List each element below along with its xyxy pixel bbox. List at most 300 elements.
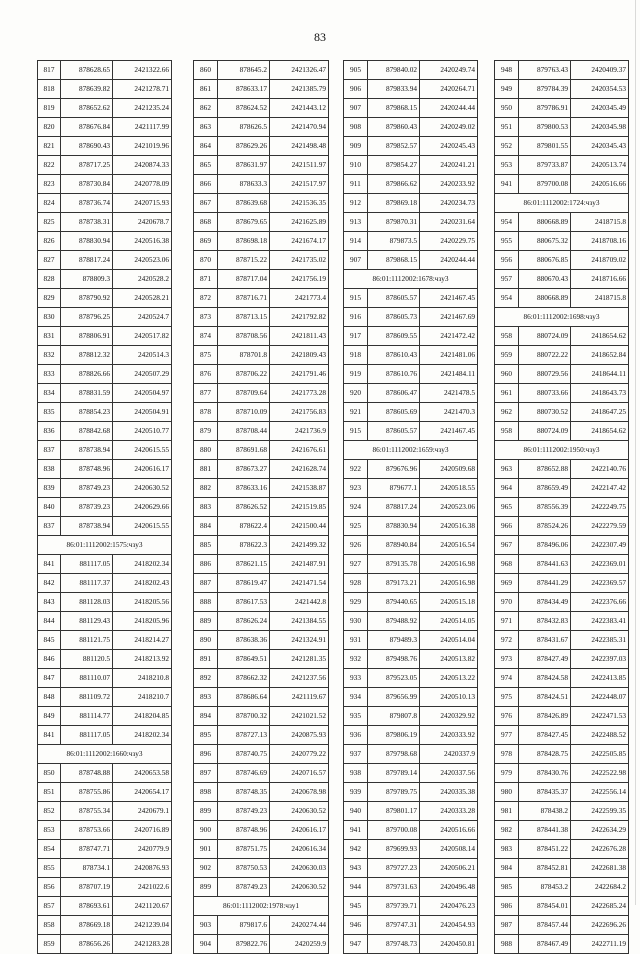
point-number: 907	[344, 99, 368, 118]
x-coordinate: 879727.23	[368, 859, 420, 878]
point-number: 966	[495, 517, 519, 536]
point-number: 952	[495, 137, 519, 156]
point-number: 832	[38, 346, 61, 365]
point-number: 878	[194, 403, 218, 422]
x-coordinate: 879870.31	[368, 213, 420, 232]
y-coordinate: 2421443.12	[270, 99, 329, 118]
point-number: 924	[344, 498, 368, 517]
table-row	[194, 441, 329, 460]
point-number: 874	[194, 327, 218, 346]
table-row	[194, 517, 329, 536]
point-number: 818	[38, 80, 61, 99]
table-row	[38, 479, 172, 498]
table-row	[194, 61, 329, 80]
table-row	[344, 308, 478, 327]
table-row	[194, 460, 329, 479]
table-row	[194, 783, 329, 802]
point-number: 822	[38, 156, 61, 175]
y-coordinate: 2422684.2	[571, 878, 629, 897]
point-number: 848	[38, 688, 61, 707]
table-row	[495, 593, 629, 612]
y-coordinate: 2421735.02	[270, 251, 329, 270]
point-number: 860	[194, 61, 218, 80]
y-coordinate: 2421384.55	[270, 612, 329, 631]
point-number: 819	[38, 99, 61, 118]
x-coordinate: 878638.36	[218, 631, 270, 650]
point-number: 866	[194, 175, 218, 194]
y-coordinate: 2421538.87	[270, 479, 329, 498]
point-number: 980	[495, 783, 519, 802]
table-row	[38, 878, 172, 897]
y-coordinate: 2418715.8	[571, 213, 629, 232]
table-row	[38, 669, 172, 688]
y-coordinate: 2420615.55	[113, 517, 172, 536]
point-number: 830	[38, 308, 61, 327]
point-number: 987	[495, 916, 519, 935]
point-number: 841	[38, 726, 61, 745]
y-coordinate: 2422634.29	[571, 821, 629, 840]
table-row	[194, 745, 329, 764]
x-coordinate: 878809.3	[61, 270, 113, 289]
table-row	[495, 802, 629, 821]
table-row	[344, 612, 478, 631]
x-coordinate: 878673.27	[218, 460, 270, 479]
x-coordinate: 878624.52	[218, 99, 270, 118]
section-heading-row	[495, 441, 629, 460]
point-number: 941	[344, 821, 368, 840]
x-coordinate: 878727.13	[218, 726, 270, 745]
table-row	[194, 821, 329, 840]
point-number: 985	[495, 878, 519, 897]
table-row	[495, 935, 629, 954]
table-row	[344, 593, 478, 612]
x-coordinate: 878746.69	[218, 764, 270, 783]
x-coordinate: 878441.38	[519, 821, 571, 840]
point-number: 935	[344, 707, 368, 726]
table-row	[38, 802, 172, 821]
x-coordinate: 879440.65	[368, 593, 420, 612]
table-row	[344, 555, 478, 574]
x-coordinate: 878431.67	[519, 631, 571, 650]
table-row	[344, 802, 478, 821]
y-coordinate: 2420264.71	[420, 80, 478, 99]
x-coordinate: 879833.94	[368, 80, 420, 99]
point-number: 825	[38, 213, 61, 232]
table-row	[344, 175, 478, 194]
y-coordinate: 2420510.13	[420, 688, 478, 707]
y-coordinate: 2420616.17	[113, 460, 172, 479]
point-number: 855	[38, 859, 61, 878]
y-coordinate: 2422376.66	[571, 593, 629, 612]
point-number: 826	[38, 232, 61, 251]
y-coordinate: 2421470.94	[270, 118, 329, 137]
x-coordinate: 878842.68	[61, 422, 113, 441]
table-row	[344, 726, 478, 745]
point-number: 861	[194, 80, 218, 99]
table-row	[38, 137, 172, 156]
table-row	[344, 99, 478, 118]
table-row	[194, 726, 329, 745]
x-coordinate: 878424.51	[519, 688, 571, 707]
y-coordinate: 2421756.19	[270, 270, 329, 289]
x-coordinate: 878730.84	[61, 175, 113, 194]
point-number: 940	[344, 802, 368, 821]
x-coordinate: 880733.66	[519, 384, 571, 403]
y-coordinate: 2420513.74	[571, 156, 629, 175]
point-number: 869	[194, 232, 218, 251]
cadastral-number: 86:01:1112002:1659:чзу3	[344, 441, 478, 460]
table-row	[495, 118, 629, 137]
y-coordinate: 2421756.83	[270, 403, 329, 422]
point-number: 970	[495, 593, 519, 612]
table-row	[194, 137, 329, 156]
table-row	[194, 840, 329, 859]
y-coordinate: 2420778.09	[113, 175, 172, 194]
x-coordinate: 879733.87	[519, 156, 571, 175]
y-coordinate: 2421326.47	[270, 61, 329, 80]
y-coordinate: 2420874.33	[113, 156, 172, 175]
table-row	[194, 194, 329, 213]
table-row	[194, 631, 329, 650]
x-coordinate: 879135.78	[368, 555, 420, 574]
table-row	[38, 688, 172, 707]
table-row	[495, 859, 629, 878]
y-coordinate: 2420615.55	[113, 441, 172, 460]
x-coordinate: 878736.74	[61, 194, 113, 213]
x-coordinate: 878739.23	[61, 498, 113, 517]
x-coordinate: 879817.6	[218, 916, 270, 935]
x-coordinate: 878626.24	[218, 612, 270, 631]
point-number: 908	[344, 118, 368, 137]
point-number: 904	[194, 935, 218, 954]
x-coordinate: 881117.05	[61, 726, 113, 745]
point-number: 834	[38, 384, 61, 403]
y-coordinate: 2422369.01	[571, 555, 629, 574]
y-coordinate: 2420779.9	[113, 840, 172, 859]
point-number: 917	[344, 327, 368, 346]
table-row	[495, 536, 629, 555]
y-coordinate: 2421481.06	[420, 346, 478, 365]
y-coordinate: 2422385.31	[571, 631, 629, 650]
x-coordinate: 878812.32	[61, 346, 113, 365]
point-number: 915	[344, 289, 368, 308]
x-coordinate: 879747.31	[368, 916, 420, 935]
y-coordinate: 2422522.98	[571, 764, 629, 783]
y-coordinate: 2420616.17	[270, 821, 329, 840]
x-coordinate: 878652.62	[61, 99, 113, 118]
table-row	[38, 80, 172, 99]
point-number: 873	[194, 308, 218, 327]
table-row	[194, 764, 329, 783]
y-coordinate: 2422696.26	[571, 916, 629, 935]
coordinate-table-column-3	[343, 60, 478, 954]
point-number: 920	[344, 384, 368, 403]
table-row	[495, 460, 629, 479]
y-coordinate: 2420335.38	[420, 783, 478, 802]
section-heading-row	[344, 441, 478, 460]
x-coordinate: 878435.37	[519, 783, 571, 802]
point-number: 932	[344, 650, 368, 669]
x-coordinate: 878606.47	[368, 384, 420, 403]
x-coordinate: 879700.08	[519, 175, 571, 194]
table-row	[495, 80, 629, 99]
y-coordinate: 2420653.58	[113, 764, 172, 783]
x-coordinate: 879869.18	[368, 194, 420, 213]
y-coordinate: 2418654.62	[571, 422, 629, 441]
table-row	[194, 365, 329, 384]
table-row	[495, 232, 629, 251]
table-row	[38, 270, 172, 289]
table-row	[495, 213, 629, 232]
y-coordinate: 2420678.7	[113, 213, 172, 232]
point-number: 918	[344, 346, 368, 365]
y-coordinate: 2418708.16	[571, 232, 629, 251]
y-coordinate: 2422681.38	[571, 859, 629, 878]
y-coordinate: 2421385.79	[270, 80, 329, 99]
table-row	[344, 650, 478, 669]
y-coordinate: 2420274.44	[270, 916, 329, 935]
table-row	[194, 213, 329, 232]
y-coordinate: 2420678.98	[270, 783, 329, 802]
point-number: 828	[38, 270, 61, 289]
y-coordinate: 2420345.43	[571, 137, 629, 156]
table-row	[495, 745, 629, 764]
x-coordinate: 881120.5	[61, 650, 113, 669]
table-row	[38, 840, 172, 859]
x-coordinate: 878441.63	[519, 555, 571, 574]
point-number: 886	[194, 555, 218, 574]
y-coordinate: 2420333.28	[420, 802, 478, 821]
table-row	[38, 916, 172, 935]
x-coordinate: 878831.59	[61, 384, 113, 403]
point-number: 847	[38, 669, 61, 688]
point-number: 984	[495, 859, 519, 878]
table-row	[495, 612, 629, 631]
y-coordinate: 2422249.75	[571, 498, 629, 517]
table-row	[344, 232, 478, 251]
point-number: 955	[495, 232, 519, 251]
y-coordinate: 2420715.93	[113, 194, 172, 213]
table-row	[194, 80, 329, 99]
y-coordinate: 2421022.6	[113, 878, 172, 897]
x-coordinate: 881117.37	[61, 574, 113, 593]
x-coordinate: 878467.49	[519, 935, 571, 954]
y-coordinate: 2421471.54	[270, 574, 329, 593]
table-row	[495, 498, 629, 517]
table-row	[38, 403, 172, 422]
point-number: 954	[495, 213, 519, 232]
x-coordinate: 878755.86	[61, 783, 113, 802]
section-heading-row	[495, 308, 629, 327]
point-number: 867	[194, 194, 218, 213]
y-coordinate: 2421120.67	[113, 897, 172, 916]
point-number: 956	[495, 251, 519, 270]
x-coordinate: 878748.96	[61, 460, 113, 479]
x-coordinate: 878693.61	[61, 897, 113, 916]
point-number: 880	[194, 441, 218, 460]
point-number: 849	[38, 707, 61, 726]
point-number: 983	[495, 840, 519, 859]
table-row	[495, 878, 629, 897]
y-coordinate: 2420523.06	[113, 251, 172, 270]
x-coordinate: 878457.44	[519, 916, 571, 935]
point-number: 899	[194, 878, 218, 897]
point-number: 957	[495, 270, 519, 289]
x-coordinate: 878434.49	[519, 593, 571, 612]
x-coordinate: 878605.69	[368, 403, 420, 422]
table-row	[344, 61, 478, 80]
x-coordinate: 878628.65	[61, 61, 113, 80]
point-number: 947	[344, 935, 368, 954]
point-number: 870	[194, 251, 218, 270]
point-number: 845	[38, 631, 61, 650]
table-row	[194, 346, 329, 365]
table-row	[344, 688, 478, 707]
table-row	[38, 935, 172, 954]
table-row	[495, 897, 629, 916]
point-number: 864	[194, 137, 218, 156]
x-coordinate: 878817.24	[61, 251, 113, 270]
x-coordinate: 878454.01	[519, 897, 571, 916]
x-coordinate: 878617.53	[218, 593, 270, 612]
point-number: 925	[344, 517, 368, 536]
x-coordinate: 878426.89	[519, 707, 571, 726]
y-coordinate: 2421283.28	[113, 935, 172, 954]
coordinate-table	[37, 60, 172, 954]
point-number: 929	[344, 593, 368, 612]
point-number: 944	[344, 878, 368, 897]
table-row	[38, 365, 172, 384]
table-row	[344, 574, 478, 593]
x-coordinate: 881110.07	[61, 669, 113, 688]
x-coordinate: 880670.43	[519, 270, 571, 289]
y-coordinate: 2421498.48	[270, 137, 329, 156]
x-coordinate: 878715.22	[218, 251, 270, 270]
y-coordinate: 2421809.43	[270, 346, 329, 365]
table-row	[194, 118, 329, 137]
point-number: 881	[194, 460, 218, 479]
point-number: 857	[38, 897, 61, 916]
y-coordinate: 2422505.85	[571, 745, 629, 764]
point-number: 945	[344, 897, 368, 916]
y-coordinate: 2420514.05	[420, 612, 478, 631]
point-number: 837	[38, 517, 61, 536]
x-coordinate: 878751.75	[218, 840, 270, 859]
table-row	[495, 156, 629, 175]
point-number: 928	[344, 574, 368, 593]
point-number: 922	[344, 460, 368, 479]
y-coordinate: 2420779.22	[270, 745, 329, 764]
point-number: 953	[495, 156, 519, 175]
point-number: 835	[38, 403, 61, 422]
table-row	[194, 555, 329, 574]
x-coordinate: 878622.3	[218, 536, 270, 555]
table-row	[38, 327, 172, 346]
table-row	[495, 783, 629, 802]
y-coordinate: 2421467.69	[420, 308, 478, 327]
x-coordinate: 879807.8	[368, 707, 420, 726]
y-coordinate: 2421536.35	[270, 194, 329, 213]
table-row	[38, 251, 172, 270]
x-coordinate: 878621.15	[218, 555, 270, 574]
y-coordinate: 2421811.43	[270, 327, 329, 346]
y-coordinate: 2420518.55	[420, 479, 478, 498]
table-row	[344, 840, 478, 859]
table-row	[495, 726, 629, 745]
point-number: 865	[194, 156, 218, 175]
y-coordinate: 2421239.04	[113, 916, 172, 935]
point-number: 892	[194, 669, 218, 688]
x-coordinate: 878748.88	[61, 764, 113, 783]
x-coordinate: 878716.71	[218, 289, 270, 308]
x-coordinate: 878790.92	[61, 289, 113, 308]
y-coordinate: 2421628.74	[270, 460, 329, 479]
point-number: 837	[38, 441, 61, 460]
table-row	[344, 745, 478, 764]
y-coordinate: 2420241.21	[420, 156, 478, 175]
table-row	[194, 669, 329, 688]
table-row	[194, 384, 329, 403]
x-coordinate: 878428.75	[519, 745, 571, 764]
table-row	[344, 365, 478, 384]
y-coordinate: 2420630.52	[270, 878, 329, 897]
x-coordinate: 881114.77	[61, 707, 113, 726]
table-row	[194, 422, 329, 441]
y-coordinate: 2422383.41	[571, 612, 629, 631]
y-coordinate: 2418654.62	[571, 327, 629, 346]
table-row	[495, 384, 629, 403]
coordinate-table-column-4	[494, 60, 629, 954]
x-coordinate: 878427.45	[519, 726, 571, 745]
point-number: 836	[38, 422, 61, 441]
table-row	[194, 251, 329, 270]
y-coordinate: 2420476.23	[420, 897, 478, 916]
table-row	[344, 118, 478, 137]
table-row	[38, 175, 172, 194]
y-coordinate: 2420528.21	[113, 289, 172, 308]
y-coordinate: 2420333.92	[420, 726, 478, 745]
x-coordinate: 880730.52	[519, 403, 571, 422]
table-row	[194, 498, 329, 517]
x-coordinate: 878605.73	[368, 308, 420, 327]
x-coordinate: 878679.65	[218, 213, 270, 232]
table-row	[194, 650, 329, 669]
x-coordinate: 878713.15	[218, 308, 270, 327]
y-coordinate: 2420516.98	[420, 574, 478, 593]
table-row	[344, 384, 478, 403]
y-coordinate: 2421792.82	[270, 308, 329, 327]
x-coordinate: 878698.18	[218, 232, 270, 251]
x-coordinate: 879656.99	[368, 688, 420, 707]
x-coordinate: 878940.84	[368, 536, 420, 555]
y-coordinate: 2420875.93	[270, 726, 329, 745]
point-number: 829	[38, 289, 61, 308]
y-coordinate: 2421773.4	[270, 289, 329, 308]
point-number: 926	[344, 536, 368, 555]
point-number: 931	[344, 631, 368, 650]
point-number: 981	[495, 802, 519, 821]
y-coordinate: 2422147.42	[571, 479, 629, 498]
y-coordinate: 2421470.3	[420, 403, 478, 422]
table-row	[194, 859, 329, 878]
x-coordinate: 879789.14	[368, 764, 420, 783]
point-number: 961	[495, 384, 519, 403]
y-coordinate: 2420514.04	[420, 631, 478, 650]
x-coordinate: 878710.09	[218, 403, 270, 422]
cadastral-number: 86:01:1112002:1978:чзу1	[194, 897, 329, 916]
x-coordinate: 879699.93	[368, 840, 420, 859]
x-coordinate: 879173.21	[368, 574, 420, 593]
